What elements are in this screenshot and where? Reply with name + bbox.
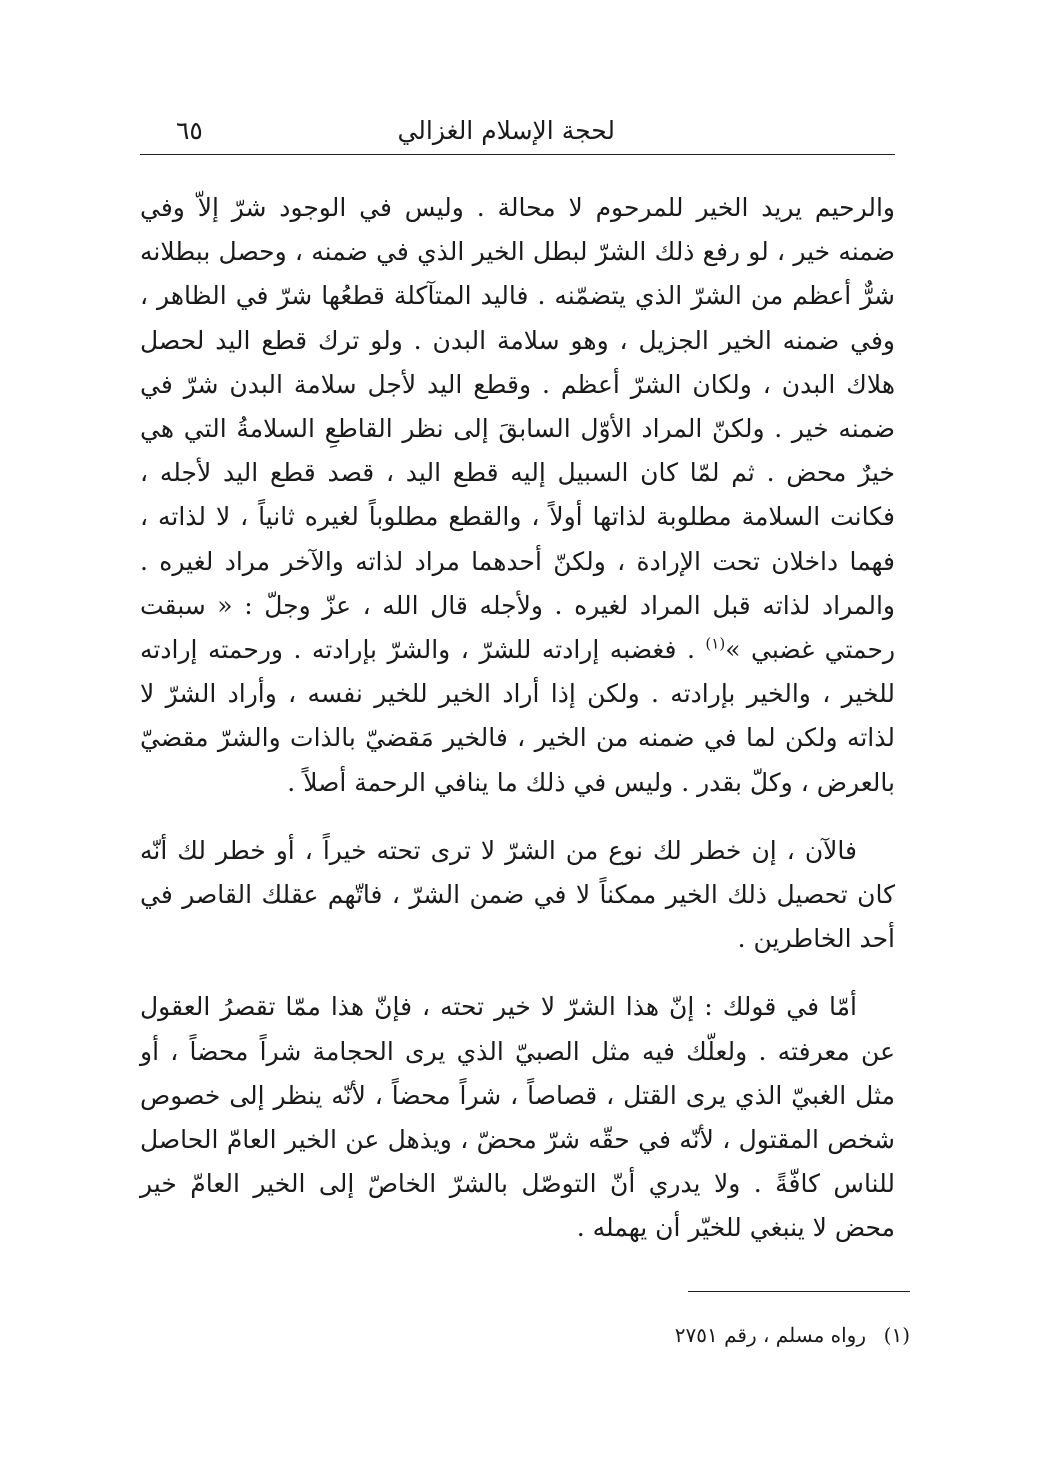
- paragraph-3: أمّا في قولك : إنّ هذا الشرّ لا خير تحته ، فإنّ هذا ممّا تقصرُ العقول عن معرفته . ولعلّك فيه مثل الصبيّ الذي يرى الحجامة شراً محضاً ، أو مثل الغبيّ الذي يرى القتل ، قصاصاً ، شراً محضاً ، لأنّه ينظر إلى خصوص شخص المقتول ، لأنّه في حقّه شرّ محضّ ، ويذهل عن الخير العامّ الحاصل للناس كافّةً . ولا يدري أنّ التوصّل بالشرّ الخاصّ إلى الخير العامّ خير محض لا ينبغي للخيّر أن يهمله .: [140, 992, 895, 1243]
- page-number: ٦٥: [176, 116, 203, 145]
- footnote-divider: [688, 1291, 910, 1292]
- main-text: [140, 186, 895, 1275]
- paragraph-1-text-before: والرحيم يريد الخير للمرحوم لا محالة . وليس في الوجود شرّ إلاّ وفي ضمنه خير ، لو رفع ذلك الشرّ لبطل الخير الذي في ضمنه ، وحصل ببطلانه شرٌّ أعظم من الشرّ الذي يتضمّنه . فاليد المتآكلة قطعُها شرّ في الظاهر ، وفي ضمنه الخير الجزيل ، وهو سلامة البدن . ولو ترك قطع اليد لحصل هلاك البدن ، ولكان الشرّ أعظم . وقطع اليد لأجل سلامة البدن شرّ في ضمنه خير . ولكنّ المراد الأوّل السابقَ إلى نظر القاطعِ السلامةُ التي هي خيرٌ محض . ثم لمّا كان السبيل إليه قطع اليد ، قصد قطع اليد لأجله ، فكانت السلامة مطلوبة لذاتها أولاً ، والقطع مطلوباً لغيره ثانياً ، لا لذاته ، فهما داخلان تحت الإرادة ، ولكنّ أحدهما مراد لذاته والآخر مراد لغيره . والمراد لذاته قبل المراد لغيره . ولأجله قال الله ، عزّ وجلّ : « سبقت رحمتي غضبي »: [140, 193, 896, 665]
- page-header: [140, 112, 895, 155]
- footnote: [675, 1322, 910, 1348]
- paragraph-2: فالآن ، إن خطر لك نوع من الشرّ لا ترى تحته خيراً ، أو خطر لك أنّه كان تحصيل ذلك الخير ممكناً لا في ضمن الشرّ ، فاتّهم عقلك القاصر في أحد الخاطرين .: [140, 835, 895, 954]
- paragraph-1-text-after: . فغضبه إرادته للشرّ ، والشرّ بإرادته . ورحمته إرادته للخير ، والخير بإرادته . ولكن إذا أراد الخير للخير نفسه ، وأراد الشرّ لا لذاته ولكن لما في ضمنه من الخير ، فالخير مَقضيّ بالذات والشرّ مقضيّ بالعرض ، وكلّ بقدر . وليس في ذلك ما ينافي الرحمة أصلاً .: [140, 635, 895, 797]
- footnote-reference: (١): [705, 634, 726, 653]
- running-title: لحجة الإسلام الغزالي: [397, 116, 615, 145]
- paragraph-1: [140, 186, 895, 805]
- footnote-marker: (١): [883, 1323, 910, 1347]
- footnote-text: رواه مسلم ، رقم ٢٧٥١: [674, 1323, 866, 1347]
